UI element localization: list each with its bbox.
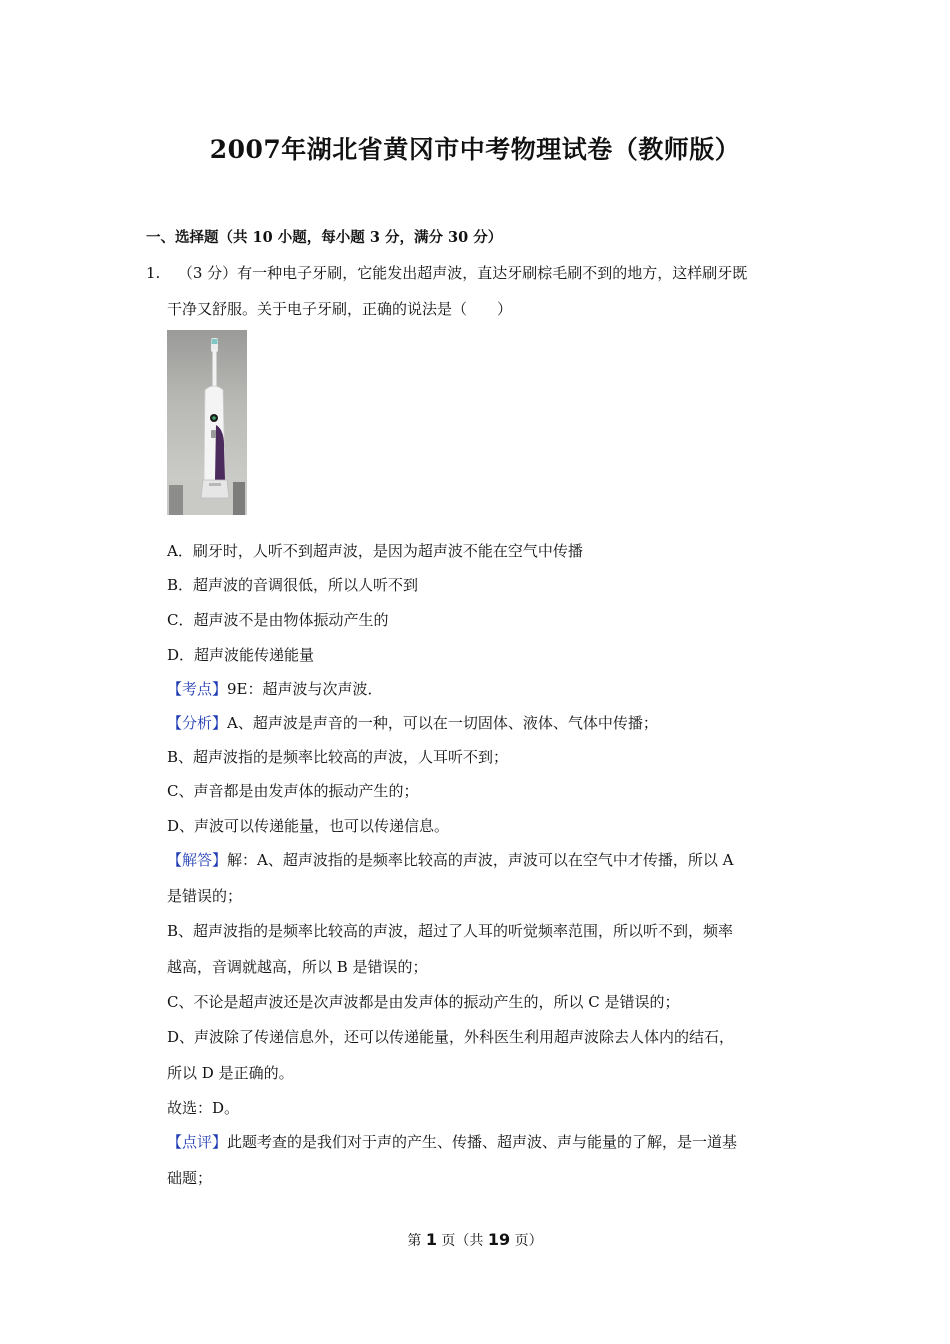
jieda-line3: B、超声波指的是频率比较高的声波，超过了人耳的听觉频率范围，所以听不到，频率 <box>167 922 734 940</box>
jieda-line6: D、声波除了传递信息外，还可以传递能量，外科医生利用超声波除去人体内的结石， <box>167 1028 735 1046</box>
toothbrush-illustration <box>167 330 247 515</box>
footer-middle: 页（共 <box>436 1233 488 1249</box>
fenxi-tag: 【分析】 <box>167 714 228 732</box>
option-a: A．刷牙时，人听不到超声波，是因为超声波不能在空气中传播 <box>167 542 583 560</box>
jieda-line1 <box>167 849 733 870</box>
fenxi-text: A、超声波是声音的一种，可以在一切固体、液体、气体中传播； <box>227 714 658 732</box>
kaodian-line <box>167 678 383 699</box>
document-title: 2007年湖北省黄冈市中考物理试卷（教师版） <box>209 135 741 164</box>
page-footer <box>0 1230 950 1250</box>
jieda-tag: 【解答】 <box>167 851 228 869</box>
footer-prefix: 第 <box>407 1233 426 1249</box>
dianping-line1 <box>167 1131 737 1152</box>
question-stem-line1 <box>146 262 747 283</box>
dianping-text: 此题考查的是我们对于声的产生、传播、超声波、声与能量的了解，是一道基 <box>227 1133 738 1151</box>
kaodian-text: 9E：超声波与次声波． <box>227 680 383 698</box>
jieda-answer: 故选：D。 <box>167 1099 240 1117</box>
option-c: C．超声波不是由物体振动产生的 <box>167 611 389 629</box>
fenxi-line2: B、超声波指的是频率比较高的声波，人耳听不到； <box>167 748 509 766</box>
fenxi-line3: C、声音都是由发声体的振动产生的； <box>167 782 419 800</box>
dianping-line2: 础题； <box>167 1169 213 1187</box>
question-stem-line2: 干净又舒服。关于电子牙刷，正确的说法是（ ） <box>167 300 513 318</box>
option-b: B．超声波的音调很低，所以人听不到 <box>167 576 419 594</box>
footer-total-pages: 19 <box>487 1230 511 1249</box>
jieda-line7: 所以 D 是正确的。 <box>167 1064 294 1082</box>
kaodian-tag: 【考点】 <box>167 680 228 698</box>
option-d: D．超声波能传递能量 <box>167 646 315 664</box>
question-number: 1. <box>146 264 161 282</box>
dianping-tag: 【点评】 <box>167 1133 228 1151</box>
jieda-line2: 是错误的； <box>167 887 243 905</box>
toothbrush-photo <box>167 330 247 515</box>
fenxi-line4: D、声波可以传递能量，也可以传递信息。 <box>167 817 450 835</box>
question-stem-text: （3 分）有一种电子牙刷，它能发出超声波，直达牙刷棕毛刷不到的地方，这样刷牙既 <box>177 264 748 282</box>
footer-suffix: 页） <box>510 1233 543 1249</box>
fenxi-line1 <box>167 712 658 733</box>
section-heading: 一、选择题（共 10 小题，每小题 3 分，满分 30 分） <box>146 229 503 246</box>
footer-page-number: 1 <box>425 1230 437 1249</box>
jieda-line5: C、不论是超声波还是次声波都是由发声体的振动产生的，所以 C 是错误的； <box>167 993 680 1011</box>
jieda-text: 解：A、超声波指的是频率比较高的声波，声波可以在空气中才传播，所以 A <box>227 851 734 869</box>
jieda-line4: 越高，音调就越高，所以 B 是错误的； <box>167 958 428 976</box>
